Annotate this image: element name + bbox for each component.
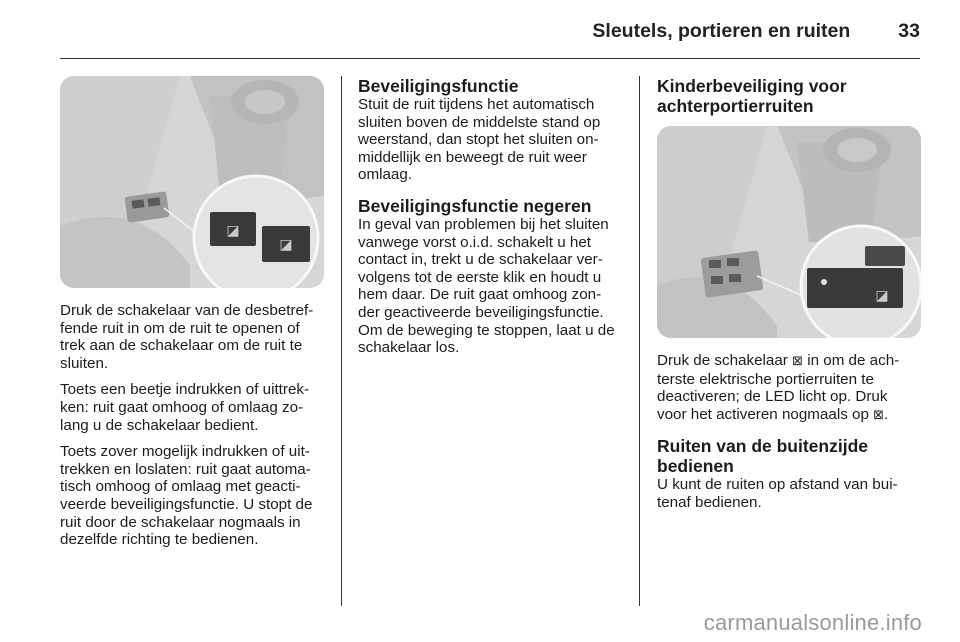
paragraph: Druk de schakelaar ⊠ in om de ach- terste elektrische portierruiten te deactiveren; de LED licht op. Druk voor het activeren nogmaals op ⊠. [657,352,900,423]
section-heading: Beveiligingsfunctie negeren [358,195,592,216]
paragraph: U kunt de ruiten op afstand van bui- tenaf bedienen. [657,476,898,511]
child-lock-icon: ⊠ [873,407,885,423]
page-number: 33 [898,20,920,42]
paragraph: Toets een beetje indrukken of uittrek- ken: ruit gaat omhoog of omlaag zo- lang u de schakelaar bedient. [60,381,310,434]
section-heading: Beveiligingsfunctie [358,76,519,96]
page-header [60,20,920,46]
section-heading: Ruiten van de buitenzijde bedienen [657,436,868,477]
column-divider [639,76,640,606]
column-divider [341,76,342,606]
child-lock-icon: ⊠ [792,354,803,369]
paragraph: Druk de schakelaar van de desbetref- fende ruit in om de ruit te openen of trek aan de schakelaar om de ruit te sluiten. [60,302,314,372]
svg-text:◪: ◪ [875,288,889,304]
column-middle [358,76,626,357]
watermark: carmanualsonline.info [703,610,922,635]
column-right [657,76,921,512]
column-left [60,76,324,549]
paragraph: Toets zover mogelijk indrukken of uit- trekken en loslaten: ruit gaat automa- tisch omhoog of omlaag met geacti- veerde beveiligingsfunctie. U stopt de ruit door de schakelaar nogmaals in dezelfde richting te bedienen. [60,443,313,549]
child-lock-illustration [657,126,921,338]
header-divider [60,58,920,59]
page-title: Sleutels, portieren en ruiten [592,20,851,42]
paragraph: Stuit de ruit tijdens het automatisch sluiten boven de middelste stand op weerstand, dan stopt het sluiten on- middellijk en beweegt de ruit weer omlaag. [358,96,601,184]
svg-text:◪: ◪ [279,237,293,253]
section-heading: Kinderbeveiliging voor achterportierruiten [657,76,847,116]
paragraph: In geval van problemen bij het sluiten vanwege vorst o.i.d. schakelt u het contact in, trekt u de schakelaar ver- volgens tot de eerste klik en houdt u hem daar. De ruit gaat omhoog zon- der geactiveerde beveiligingsfunctie. Om de beweging te stoppen, laat u de schakelaar los. [358,215,615,357]
svg-text:◪: ◪ [226,223,240,239]
window-switch-illustration [60,76,324,288]
